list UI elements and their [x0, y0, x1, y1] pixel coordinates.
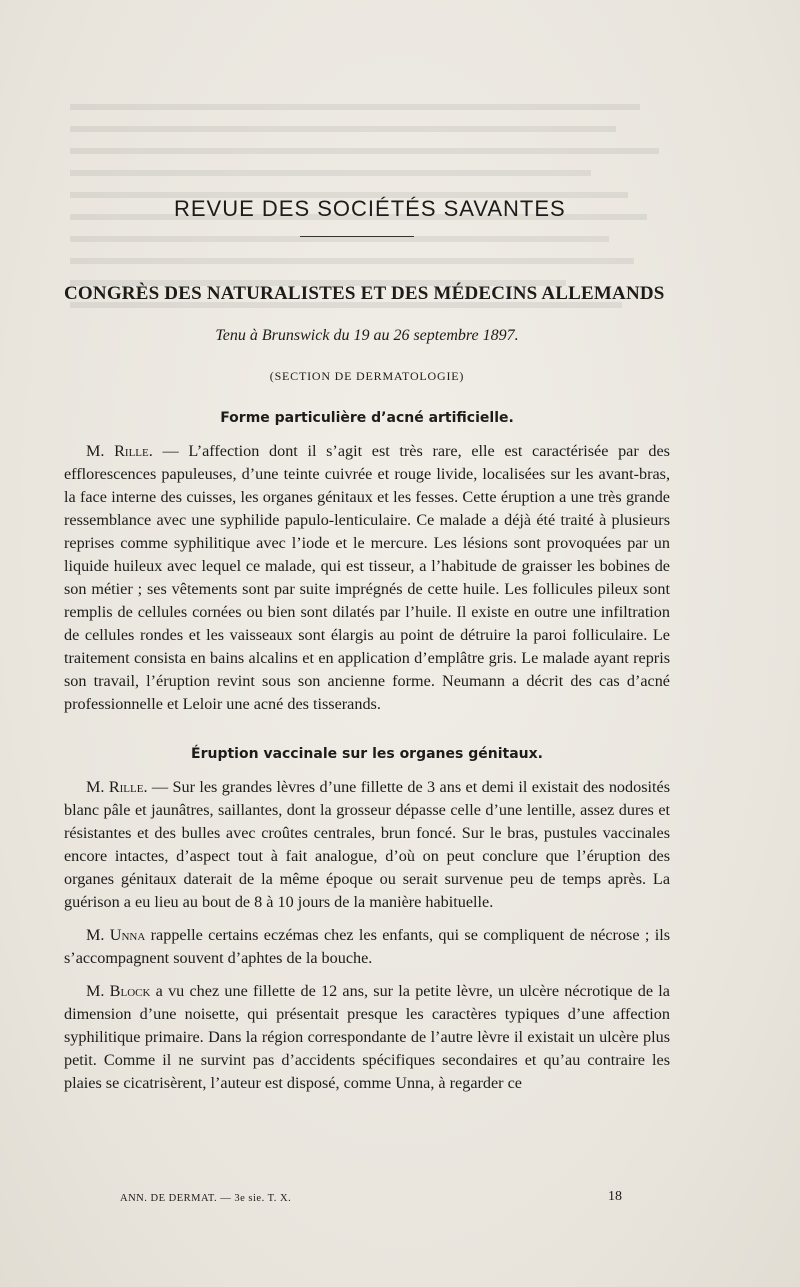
article-paragraph — [64, 980, 670, 1095]
paragraph-text: — Sur les grandes lèvres d’une fillette de 3 ans et demi il existait des nodosités blanc pâle et jaunâtres, saillantes, dont la grosseur dépasse celle d’une lentille, assez dures et résistantes et des bulles avec croûtes centrales, brun foncé. Sur le bras, pustules vaccinales encore intactes, d’aspect tout à fait analogue, d’où on peut conclure que l’éruption des organes génitaux daterait de la même époque ou serait survenue peu de temps après. La guérison a eu lieu au bout de 8 à 10 jours de la manière habituelle. — [64, 778, 670, 911]
article-paragraph — [64, 776, 670, 914]
speaker-name: M. Block — [86, 982, 151, 1000]
article-paragraph — [64, 924, 670, 970]
title-rule — [300, 236, 414, 237]
paragraph-text: rappelle certains eczémas chez les enfants, qui se compliquent de nécrose ; ils s’accompagnent souvent d’aphtes de la bouche. — [64, 926, 670, 967]
footer-citation: ANN. DE DERMAT. — 3e sie. T. X. — [120, 1193, 292, 1204]
speaker-name: M. Unna — [86, 926, 146, 944]
paragraph-text: a vu chez une fillette de 12 ans, sur la petite lèvre, un ulcère nécrotique de la dimension d’une noisette, qui présentait presque les caractères typiques d’une affection syphilitique primaire. Dans la région correspondante de l’autre lèvre il existait un ulcère plus petit. Comme il ne survint pas d’accidents spécifiques secondaires et qu’au contraire les plaies se cicatrisèrent, l’auteur est disposé, comme Unna, à regarder ce — [64, 982, 670, 1092]
speaker-name: M. Rille. — [86, 778, 148, 796]
paragraph-text: — L’affection dont il s’agit est très rare, elle est caractérisée par des efflorescences papuleuses, d’une teinte cuivrée et rouge livide, localisées sur les avant-bras, la face interne des cuisses, les organes génitaux et les fesses. Cette éruption a une très grande ressemblance avec une syphilide papulo-lenticulaire. Ce malade a déjà été traité à plusieurs reprises comme syphilitique avec l’iode et le mercure. Les lésions sont provoquées par un liquide huileux avec lequel ce malade, qui est tisseur, a l’habitude de graisser les bobines de son métier ; ses vêtements sont par suite imprégnés de cette huile. Les follicules pileux sont remplis de cellules cornées ou bien sont dilatés par l’huile. Il existe en outre une infiltration de cellules rondes et les vaisseaux sont élargis au point de détruire la paroi folliculaire. Le traitement consista en bains alcalins et en application d’emplâtre gris. Le malade ayant repris son travail, l’éruption revint sous son ancienne forme. Neumann a décrit des cas d’acné professionnelle et Leloir une acné des tisserands. — [64, 442, 670, 713]
held-line: Tenu à Brunswick du 19 au 26 septembre 1897. — [215, 327, 519, 344]
article-title-acne: Forme particulière d’acné artificielle. — [220, 410, 514, 426]
speaker-name: M. Rille. — [86, 442, 153, 460]
section-label: (SECTION DE DERMATOLOGIE) — [269, 369, 465, 383]
article-title-vaccinal: Éruption vaccinale sur les organes génitaux. — [191, 746, 543, 762]
page-content — [64, 196, 670, 1095]
congress-title: CONGRÈS DES NATURALISTES ET DES MÉDECINS ALLEMANDS — [64, 283, 665, 304]
article-paragraph — [64, 440, 670, 716]
page-number: 18 — [608, 1189, 622, 1204]
journal-title: REVUE DES SOCIÉTÉS SAVANTES — [174, 196, 566, 221]
